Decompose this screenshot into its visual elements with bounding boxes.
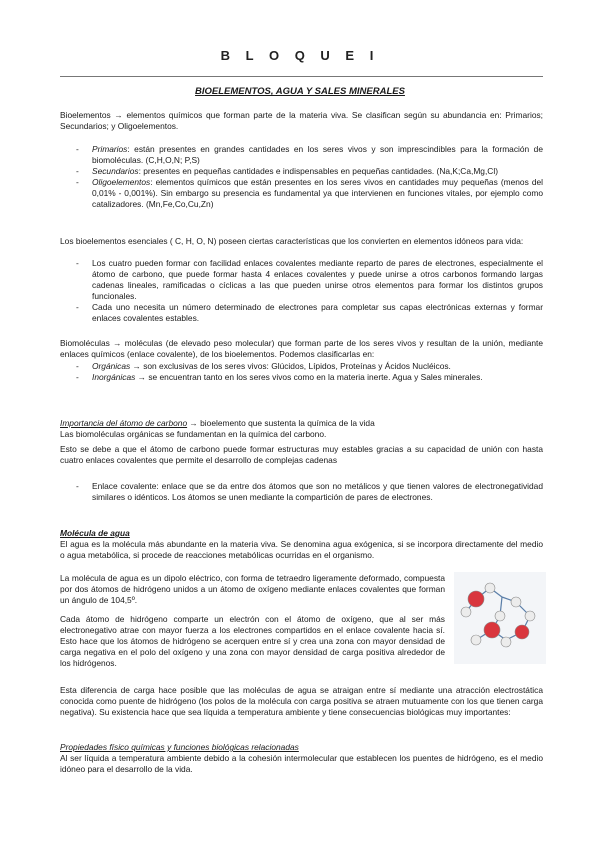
esenciales-intro: Los bioelementos esenciales ( C, H, O, N) poseen ciertas características que los convierten en elementos idóneos para vida:	[60, 236, 524, 246]
agua-heading-line	[60, 528, 543, 539]
agua-paragraph-4: Esta diferencia de carga hace posible que las moléculas de agua se atraigan entre sí mediante una atracción electrostática conocida como puente de hidrógeno (los polos de la molécula con carga positiva se atraen mutuamente con los que tienen carga negativa). Su existencia hace que sea líquida a temperatura ambiente y tiene consecuencias biológicas muy importantes:	[60, 685, 543, 717]
list-item: - Oligoelementos: elementos químicos que están presentes en los seres vivos en cantidades muy pequeñas (menos del 0,01% - 0,001%). Sin embargo su presencia es fundamental ya que intervienen en funciones vitales, por ejemplo como catalizadores. (Mn,Fe,Co,Cu,Zn)	[60, 177, 543, 210]
agua-paragraph-3: Cada átomo de hidrógeno comparte un electrón con el átomo de oxígeno, que al ser más electronegativo atrae con mayor fuerza a los electrones compartidos en el enlace covalente hacia sí. Esto hace que los átomos de hidrógeno se acerquen entre sí y crea una zona con mayor densidad de carga negativa en el polo del oxígeno y una zona con mayor densidad de carga positiva alrededor de los hidrógenos.	[60, 614, 445, 668]
carbono-line: Las biomoléculas orgánicas se fundamentan en la química del carbono.	[60, 429, 327, 439]
carbono-paragraph: Esto se debe a que el átomo de carbono puede formar estructuras muy estables gracias a su capacidad de unión con hasta cuatro enlaces covalentes que permite el desarrollo de complejas cadenas	[60, 444, 543, 465]
agua-paragraph-2: La molécula de agua es un dipolo eléctrico, con forma de tetraedro ligeramente deformado, compuesta por dos átomos de hidrógeno unidos a un átomo de oxígeno mediante enlaces covalentes que forman un ángulo de 104,5º.	[60, 573, 445, 605]
list-item: - Primarios: están presentes en grandes cantidades en los seres vivos y son imprescindibles para la formación de biomoléculas. (C,H,O,N; P,S)	[60, 144, 543, 166]
biomoleculas-intro: Biomoléculas → moléculas (de elevado peso molecular) que forman parte de los seres vivos y resultan de la unión, mediante enlaces químicos (enlace covalente), de los bioelementos. Podemos clasificarlas en:	[60, 338, 543, 359]
carbono-list	[60, 481, 543, 503]
page-title: B L O Q U E I	[220, 48, 380, 63]
water-molecule-illustration	[454, 572, 546, 664]
esenciales-list	[60, 258, 543, 324]
list-item: - Los cuatro pueden formar con facilidad enlaces covalentes mediante reparto de pares de electrones, especialmente el átomo de carbono, que puede formar hasta 4 enlaces covalentes y puede unirse a otros carbonos formando largas cadenas lineales, ramificadas o cíclicas a las que pueden unirse otros elementos para formar los distintos grupos funcionales.	[60, 258, 543, 302]
title-divider	[60, 76, 543, 77]
bioelementos-intro: Bioelementos → elementos químicos que forman parte de la materia viva. Se clasifican según su abundancia en: Primarios; Secundarios; y Oligoelementos.	[60, 110, 543, 131]
agua-paragraph-1: El agua es la molécula más abundante en la materia viva. Se denomina agua exógenica, si se incorpora directamente del medio o agua metabólica, si procede de reacciones metabólicas ocurridas en el organismo.	[60, 539, 543, 560]
biomoleculas-list	[60, 361, 543, 383]
propiedades-heading: Propiedades físico químicas y funciones biológicas relacionadas	[60, 742, 299, 752]
list-item: - Enlace covalente: enlace que se da entre dos átomos que son no metálicos y que tienen valores de electronegatividad similares o idénticos. Los átomos se unen mediante la compartición de pares de electrones.	[60, 481, 543, 503]
propiedades-paragraph-1: Al ser líquida a temperatura ambiente debido a la cohesión intermolecular que establecen los puentes de hidrógeno, es el medio idóneo para el desarrollo de la vida.	[60, 753, 543, 774]
carbono-heading: Importancia del átomo de carbono	[60, 418, 188, 428]
agua-heading: Molécula de agua	[60, 528, 130, 538]
propiedades-heading-line	[60, 742, 543, 753]
water-molecules-icon	[454, 572, 546, 664]
section-subtitle: BIOELEMENTOS, AGUA Y SALES MINERALES	[195, 86, 405, 97]
list-item: - Secundarios: presentes en pequeñas cantidades e indispensables en pequeñas cantidades. (Na,K;Ca,Mg,Cl)	[60, 166, 543, 177]
list-item: - Orgánicas → son exclusivas de los seres vivos: Glúcidos, Lípidos, Proteínas y Ácidos Nucléicos.	[60, 361, 543, 372]
list-item: - Inorgánicas → se encuentran tanto en los seres vivos como en la materia inerte. Agua y Sales minerales.	[60, 372, 543, 383]
carbono-heading-line: Importancia del átomo de carbono → bioelemento que sustenta la química de la vida	[60, 418, 375, 428]
list-item: - Cada uno necesita un número determinado de electrones para completar sus capas electrónicas externas y formar enlaces covalentes estables.	[60, 302, 543, 324]
bioelementos-list	[60, 144, 543, 210]
